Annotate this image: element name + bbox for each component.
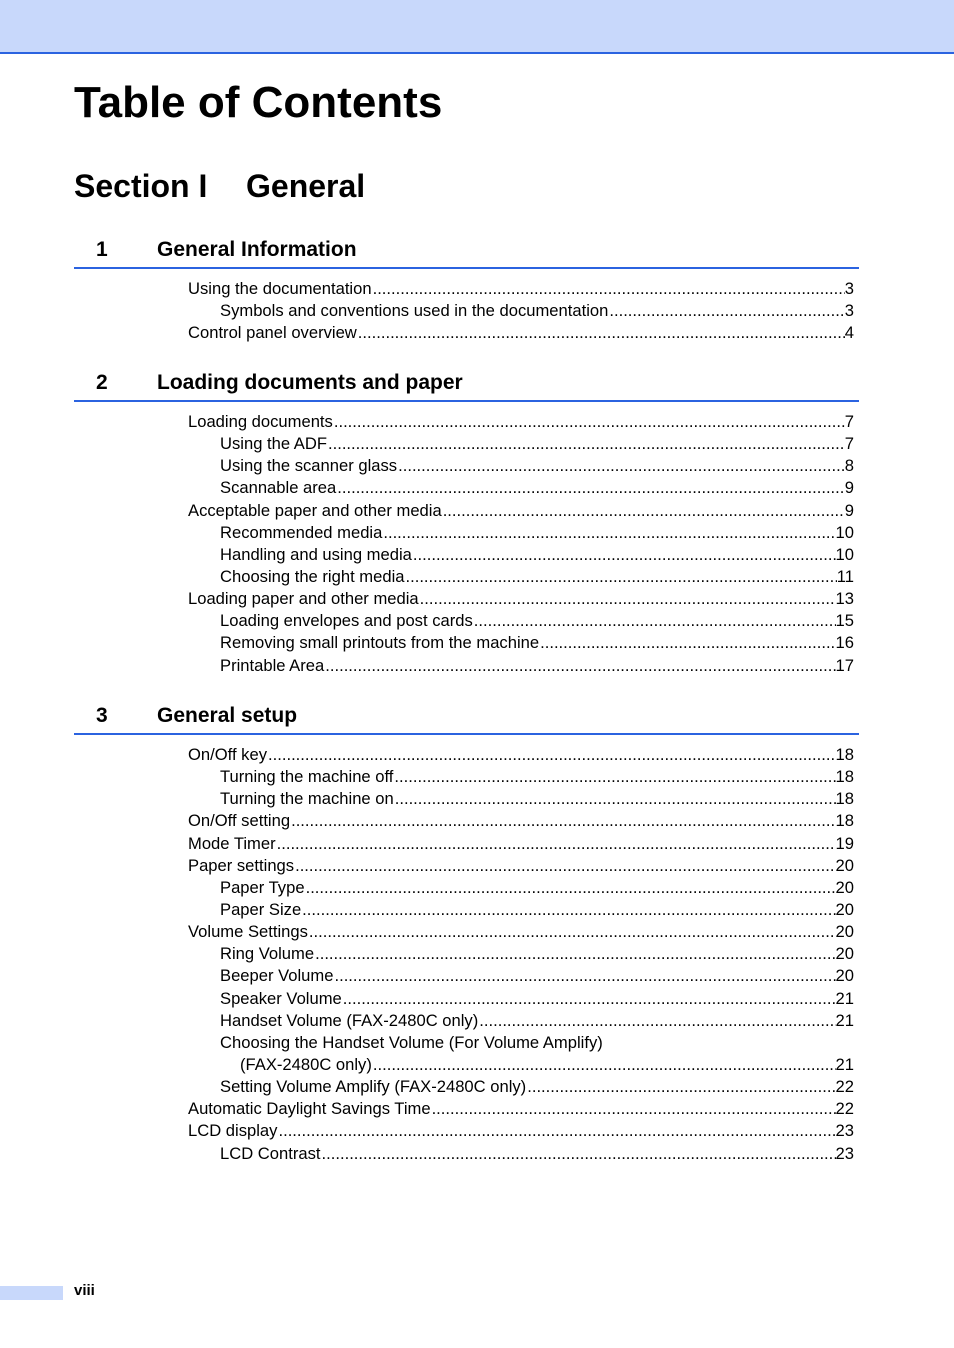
toc-entry-label: Symbols and conventions used in the documentation [220, 301, 609, 321]
toc-entry-row [188, 833, 854, 855]
toc-entry-row [220, 965, 854, 987]
toc-page-number: 21 [835, 1054, 854, 1074]
toc-entry[interactable] [74, 544, 859, 566]
toc-entry-row [188, 1120, 854, 1142]
toc-entry-row [220, 1032, 854, 1054]
toc-entry[interactable] [74, 477, 859, 499]
toc-entry[interactable] [74, 1143, 859, 1165]
dot-leader [333, 411, 845, 433]
dot-leader [336, 477, 845, 499]
toc-page-number: 20 [835, 966, 854, 986]
chapter-number: 3 [96, 704, 108, 727]
toc-entry-label: LCD Contrast [220, 1143, 321, 1163]
dot-leader [357, 322, 845, 344]
toc-page-number: 3 [844, 279, 854, 298]
toc-page-number: 18 [835, 811, 854, 831]
toc-entry-label: Choosing the right media [220, 566, 405, 586]
section-heading [74, 166, 365, 206]
dot-leader [404, 566, 836, 588]
toc-entry[interactable] [74, 655, 859, 677]
toc-page-number: 9 [844, 478, 854, 498]
page-number: viii [74, 1282, 95, 1299]
toc-entry-row [188, 744, 854, 766]
toc-entry-label: Ring Volume [220, 944, 315, 964]
toc-entry-row [220, 610, 854, 632]
toc-page-number: 4 [844, 323, 854, 343]
chapter-heading [74, 233, 859, 269]
toc-entry[interactable] [74, 1120, 859, 1142]
toc-entry-row [220, 300, 854, 322]
toc-page-number: 20 [835, 899, 854, 919]
toc-page-number: 18 [835, 789, 854, 809]
toc-page-number: 20 [835, 922, 854, 942]
toc-entry-row [220, 477, 854, 499]
chapter-heading [74, 699, 859, 735]
chapter-number: 2 [96, 371, 108, 394]
toc-entry[interactable] [74, 433, 859, 455]
toc-entry-label: Using the documentation [188, 279, 372, 298]
dot-leader [333, 965, 835, 987]
toc-entry-label: Turning the machine on [220, 789, 394, 809]
toc-entry[interactable] [74, 921, 859, 943]
toc-page-number: 7 [844, 412, 854, 431]
dot-leader [290, 810, 835, 832]
toc-entries [74, 744, 859, 1165]
toc-entry-label: Recommended media [220, 522, 383, 542]
toc-page-number: 23 [835, 1121, 854, 1141]
toc-entry-row [220, 566, 854, 588]
toc-entry[interactable] [74, 455, 859, 477]
toc-entry-label: Paper settings [188, 855, 295, 875]
header-band [0, 0, 954, 54]
toc-entry-row [220, 788, 854, 810]
chapter-heading [74, 366, 859, 402]
dot-leader [442, 500, 845, 522]
toc-page-number: 21 [835, 988, 854, 1008]
toc-entry-label: (FAX-2480C only) [240, 1054, 372, 1074]
dot-leader [327, 433, 845, 455]
toc-entry-row [188, 588, 854, 610]
dot-leader [305, 877, 836, 899]
toc-entry-row [220, 522, 854, 544]
toc-entry[interactable] [74, 1076, 859, 1098]
toc-entry[interactable] [74, 632, 859, 654]
toc-page-number: 17 [835, 655, 854, 675]
toc-entry-label: Volume Settings [188, 922, 308, 942]
toc-entry-label: On/Off setting [188, 811, 291, 831]
toc-entry-row [188, 411, 854, 433]
toc-entry-row [220, 632, 854, 654]
toc-entry-label: Loading documents [188, 412, 333, 431]
toc-entry[interactable] [74, 744, 859, 766]
toc-entries [74, 411, 859, 677]
toc-entry-label: Loading paper and other media [188, 589, 419, 609]
toc-page-number: 18 [835, 745, 854, 764]
toc-page-number: 16 [835, 633, 854, 653]
dot-leader [294, 855, 835, 877]
toc-entry-row [220, 455, 854, 477]
toc-entry-label: Scannable area [220, 478, 337, 498]
toc-entry[interactable] [74, 943, 859, 965]
toc-entry-label: Using the ADF [220, 434, 327, 454]
page-title: Table of Contents [74, 78, 443, 127]
toc-entry-row [188, 921, 854, 943]
toc-entry-row [188, 500, 854, 522]
toc-page-number: 11 [836, 566, 854, 586]
toc-page-number: 13 [835, 589, 854, 609]
dot-leader [478, 1010, 835, 1032]
toc-entry-label: Handling and using media [220, 544, 412, 564]
toc-entry[interactable] [74, 588, 859, 610]
toc-page-number: 9 [844, 500, 854, 520]
toc-page-number: 21 [835, 1010, 854, 1030]
toc-page-number: 7 [844, 434, 854, 454]
dot-leader [277, 1120, 835, 1142]
dot-leader [308, 921, 836, 943]
toc-entry[interactable] [74, 810, 859, 832]
toc-page-number: 3 [844, 301, 854, 321]
chapter-2 [74, 366, 859, 677]
toc-entry-label: Paper Size [220, 899, 302, 919]
toc-page-number: 10 [835, 522, 854, 542]
dot-leader [412, 544, 836, 566]
toc-page-number: 20 [835, 855, 854, 875]
section-title: General [246, 168, 366, 204]
toc-entry-label: Printable Area [220, 655, 325, 675]
toc-page-number: 19 [835, 833, 854, 853]
dot-leader [608, 300, 844, 322]
toc-entry-label: On/Off key [188, 745, 268, 764]
toc-entry-row [220, 433, 854, 455]
chapter-title: Loading documents and paper [157, 371, 463, 394]
toc-entry[interactable] [74, 788, 859, 810]
dot-leader [539, 632, 835, 654]
dot-leader [276, 833, 836, 855]
toc-entry-row [188, 810, 854, 832]
toc-entry-label: Beeper Volume [220, 966, 334, 986]
chapter-number: 1 [96, 238, 108, 261]
toc-entry-label: Mode Timer [188, 833, 276, 853]
toc-page-number: 15 [835, 611, 854, 631]
toc-entry-label: Automatic Daylight Savings Time [188, 1099, 431, 1119]
toc-entry-row [188, 322, 854, 344]
toc-entry-label: Choosing the Handset Volume (For Volume Amplify) [220, 1032, 603, 1052]
toc-entry[interactable] [74, 610, 859, 632]
toc-page-number: 23 [835, 1143, 854, 1163]
dot-leader [267, 744, 836, 766]
toc-entry-label: Speaker Volume [220, 988, 342, 1008]
toc-entry-row [220, 943, 854, 965]
dot-leader [473, 610, 836, 632]
toc-entry[interactable] [74, 1010, 859, 1032]
dot-leader [321, 1143, 836, 1165]
toc-entry[interactable] [74, 278, 859, 300]
toc-entry-row [220, 1010, 854, 1032]
toc-entry[interactable] [74, 899, 859, 921]
dot-leader [324, 655, 835, 677]
dot-leader [314, 943, 835, 965]
toc-entry-row [220, 899, 854, 921]
section-number: Section I [74, 168, 208, 204]
toc-entry-row [240, 1054, 854, 1076]
toc-entry[interactable] [74, 500, 859, 522]
dot-leader [394, 788, 836, 810]
toc-entry-row [188, 1098, 854, 1120]
toc-entry[interactable] [74, 1054, 859, 1076]
chapter-1 [74, 233, 859, 344]
toc-page-number: 20 [835, 877, 854, 897]
dot-leader [419, 588, 836, 610]
chapter-title: General setup [157, 704, 298, 727]
toc-entries [74, 278, 859, 344]
chapter-3 [74, 699, 859, 1165]
toc-entry-label: Setting Volume Amplify (FAX-2480C only) [220, 1077, 527, 1097]
toc-entry-row [220, 877, 854, 899]
toc-page-number: 8 [844, 456, 854, 476]
toc-entry-row [220, 544, 854, 566]
toc-entry-row [188, 278, 854, 300]
toc-entry-label: Paper Type [220, 877, 305, 897]
dot-leader [397, 455, 845, 477]
toc-entry[interactable] [74, 566, 859, 588]
toc-entry-label: LCD display [188, 1121, 278, 1141]
dot-leader [382, 522, 835, 544]
toc-entry-row [220, 1076, 854, 1098]
toc-entry-label: Loading envelopes and post cards [220, 611, 473, 631]
dot-leader [372, 1054, 836, 1076]
toc-entry-label: Control panel overview [188, 323, 357, 343]
toc-entry[interactable] [74, 766, 859, 788]
toc-entry-label: Acceptable paper and other media [188, 500, 442, 520]
dot-leader [431, 1098, 836, 1120]
toc-entry[interactable] [74, 965, 859, 987]
toc-entry-row [220, 1143, 854, 1165]
toc-entry-row [220, 655, 854, 677]
toc-entry[interactable] [74, 1032, 859, 1054]
toc-entry[interactable] [74, 522, 859, 544]
toc-page-number: 18 [835, 767, 854, 787]
toc-page-number: 10 [835, 544, 854, 564]
toc-page-number: 20 [835, 944, 854, 964]
toc-page-number: 22 [835, 1077, 854, 1097]
dot-leader [301, 899, 835, 921]
dot-leader [372, 278, 845, 300]
toc-entry[interactable] [74, 833, 859, 855]
toc-entry-label: Removing small printouts from the machine [220, 633, 540, 653]
toc-entry[interactable] [74, 855, 859, 877]
chapter-title: General Information [157, 238, 357, 261]
toc-entry[interactable] [74, 988, 859, 1010]
toc-entry-row [220, 766, 854, 788]
toc-page-number: 22 [835, 1099, 854, 1119]
toc-entry[interactable] [74, 1098, 859, 1120]
dot-leader [393, 766, 835, 788]
toc-entry-label: Using the scanner glass [220, 456, 398, 476]
toc-entry-row [220, 988, 854, 1010]
dot-leader [526, 1076, 835, 1098]
toc-entry-label: Handset Volume (FAX-2480C only) [220, 1010, 479, 1030]
toc-entry[interactable] [74, 411, 859, 433]
dot-leader [342, 988, 836, 1010]
toc-entry[interactable] [74, 322, 859, 344]
toc-entry-label: Turning the machine off [220, 767, 394, 787]
footer-tab [0, 1286, 63, 1300]
toc-entry[interactable] [74, 300, 859, 322]
toc-entry-row [188, 855, 854, 877]
toc-entry[interactable] [74, 877, 859, 899]
